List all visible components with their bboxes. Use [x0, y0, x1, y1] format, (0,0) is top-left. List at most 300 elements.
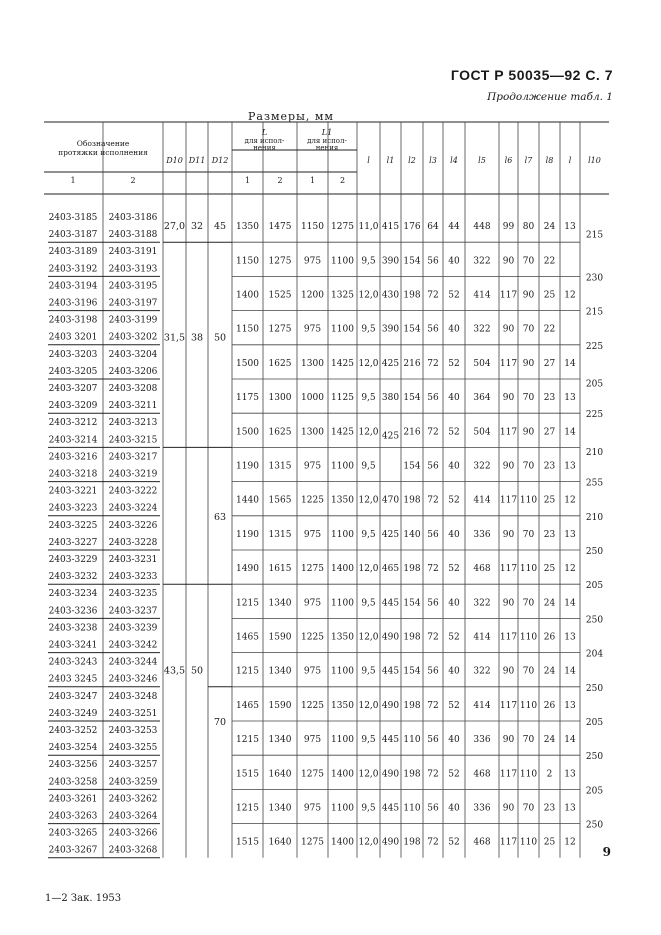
designation-1: 2403-3227 — [48, 537, 98, 548]
dimension-value: 117 — [499, 564, 518, 575]
dimension-value: 25 — [543, 290, 556, 301]
designation-2: 2403-3235 — [108, 589, 158, 600]
dimension-value: 198 — [403, 769, 421, 780]
dimension-value: 975 — [303, 256, 322, 267]
header-l10: l10 — [588, 156, 601, 165]
dimension-value: 90 — [502, 393, 515, 404]
dimension-value: 1100 — [331, 598, 354, 609]
dimension-value: 1340 — [268, 803, 292, 814]
dimension-value: 64 — [427, 222, 439, 233]
dimension-value: 154 — [403, 256, 421, 267]
dimension-value: 52 — [448, 495, 460, 506]
l10-value: 250 — [585, 615, 604, 626]
dimension-value: 1300 — [301, 358, 324, 369]
designation-2: 2403-3255 — [108, 743, 158, 754]
dimension-value: 72 — [427, 427, 439, 438]
dimension-value: 26 — [543, 700, 556, 711]
designation-1: 2403-3254 — [48, 743, 98, 754]
dimension-value: 110 — [519, 632, 538, 643]
l10-value: 205 — [585, 379, 604, 390]
designation-2: 2403-3239 — [108, 623, 158, 634]
header-l8: l8 — [545, 156, 554, 165]
d12-value: 63 — [213, 511, 227, 523]
dimension-value: 40 — [448, 256, 460, 267]
dimension-value: 1125 — [331, 393, 354, 404]
header-L: L — [261, 128, 268, 137]
dimension-value: 12,0 — [358, 837, 379, 848]
dimension-value: 52 — [448, 564, 460, 575]
dimension-value: 56 — [427, 735, 439, 746]
designation-2: 2403-3219 — [108, 469, 158, 480]
designation-1: 2403-3225 — [48, 520, 98, 531]
dimension-value: 23 — [543, 529, 556, 540]
designation-2: 2403-3262 — [108, 794, 158, 805]
dimension-value: 9,5 — [361, 666, 376, 677]
dimension-value: 490 — [381, 700, 400, 711]
designation-1: 2403-3236 — [48, 606, 98, 617]
dimension-value: 322 — [473, 666, 491, 677]
designation-2: 2403-3191 — [108, 247, 158, 258]
designation-2: 2403-3195 — [108, 281, 158, 292]
designation-2: 2403-3224 — [108, 503, 158, 514]
header-l: l — [367, 156, 370, 165]
header-L-desc2: нения — [253, 144, 276, 152]
dimension-value: 52 — [448, 427, 460, 438]
dimension-value: 14 — [564, 358, 576, 369]
dimension-value: 468 — [473, 564, 491, 575]
designation-2: 2403-3251 — [108, 708, 158, 719]
designation-2: 2403-3233 — [108, 572, 158, 583]
dimension-value: 1350 — [236, 222, 259, 233]
dimension-value: 90 — [502, 461, 515, 472]
designation-1: 2403-3198 — [48, 315, 98, 326]
dimension-value: 40 — [448, 803, 460, 814]
dimension-value: 52 — [448, 290, 460, 301]
designation-2: 2403-3186 — [108, 213, 158, 223]
l10-value: 255 — [585, 478, 604, 489]
dimension-value: 430 — [381, 290, 400, 301]
header-d10: D10 — [166, 156, 183, 165]
dimension-value: 1475 — [268, 222, 292, 233]
dimension-value: 468 — [473, 769, 491, 780]
dimension-value: 1275 — [301, 769, 324, 780]
dimension-value: 12,0 — [358, 700, 379, 711]
dimension-value: 390 — [381, 324, 400, 335]
dimension-value: 13 — [564, 461, 576, 472]
designation-1: 2403-3221 — [48, 486, 98, 497]
dimension-value: 1640 — [268, 837, 292, 848]
dimension-value: 12 — [564, 564, 576, 575]
designation-1: 2403-3196 — [48, 298, 98, 309]
dimension-value: 9,5 — [361, 529, 376, 540]
dimension-value: 414 — [473, 632, 491, 643]
dimension-value: 70 — [522, 393, 535, 404]
dimension-value: 117 — [499, 837, 518, 848]
dimension-value: 72 — [427, 769, 439, 780]
dimension-value: 1100 — [331, 666, 354, 677]
dimension-value: 154 — [403, 324, 421, 335]
dimension-value: 90 — [522, 427, 535, 438]
dimension-value: 975 — [303, 735, 322, 746]
dimension-value: 40 — [448, 461, 460, 472]
dimension-value: 1175 — [236, 393, 259, 404]
dimension-value: 13 — [564, 769, 576, 780]
dimension-value: 72 — [427, 632, 439, 643]
l10-value: 210 — [585, 447, 604, 458]
d12-value: 70 — [213, 717, 227, 728]
dimension-value: 216 — [403, 358, 421, 369]
header-l2: l2 — [408, 156, 416, 165]
designation-2: 2403-3188 — [108, 230, 158, 241]
dimension-value: 40 — [448, 393, 460, 404]
dimension-value: 70 — [522, 461, 535, 472]
dimension-value: 154 — [403, 598, 421, 609]
l10-value: 205 — [585, 718, 604, 728]
designation-1: 2403-3218 — [48, 469, 98, 480]
dimension-value: 12,0 — [358, 769, 379, 780]
dimension-value: 198 — [403, 632, 421, 643]
designation-1: 2403-3189 — [48, 247, 98, 258]
dimension-value: 198 — [403, 700, 421, 711]
dimension-value: 140 — [403, 529, 421, 540]
designation-2: 2403-3226 — [108, 520, 158, 531]
d10-value: 27,0 — [163, 221, 186, 233]
header-d11: D11 — [188, 156, 206, 165]
dimension-value: 445 — [381, 598, 400, 609]
dimension-value: 1300 — [301, 427, 324, 438]
dimension-value: 1200 — [301, 290, 324, 301]
dimension-value: 1300 — [268, 393, 292, 404]
dimension-value: 468 — [473, 837, 491, 848]
designation-2: 2403-3199 — [108, 315, 158, 326]
designation-2: 2403-3264 — [108, 811, 158, 822]
dimension-value: 364 — [473, 393, 491, 404]
dimension-value: 1100 — [331, 461, 354, 472]
dimension-value: 1515 — [236, 769, 259, 780]
dimension-value: 504 — [473, 358, 491, 369]
dimension-value: 13 — [564, 529, 576, 540]
dimension-value: 1440 — [236, 495, 259, 506]
dimension-value: 425 — [381, 358, 400, 369]
dimension-value: 1275 — [301, 564, 324, 575]
dimension-value: 14 — [564, 427, 576, 438]
dimension-value: 1275 — [301, 837, 324, 848]
designation-2: 2403-3211 — [108, 401, 158, 412]
dimension-value: 336 — [473, 735, 491, 746]
designation-1: 2403-3238 — [48, 623, 98, 634]
dimension-value: 1400 — [331, 564, 354, 575]
dimension-value: 322 — [473, 598, 491, 609]
dimension-value: 490 — [381, 769, 400, 780]
designation-2: 2403-3217 — [108, 452, 158, 463]
dimension-value: 1215 — [236, 666, 259, 677]
dimension-value: 14 — [564, 735, 576, 746]
dimension-value: 117 — [499, 495, 518, 506]
sub-L-1: 1 — [244, 176, 251, 185]
dimension-value: 9,5 — [361, 461, 376, 472]
dimension-value: 1400 — [236, 290, 259, 301]
dimension-value: 1465 — [236, 632, 259, 643]
dimension-value: 1625 — [268, 427, 292, 438]
dimension-value: 1500 — [236, 358, 259, 369]
dimension-value: 1565 — [268, 495, 292, 506]
designation-1: 2403-3216 — [48, 452, 98, 463]
dimension-value: 336 — [473, 803, 491, 814]
dimension-value: 56 — [427, 324, 439, 335]
dimension-value: 1350 — [331, 700, 354, 711]
designation-2: 2403-3197 — [108, 298, 158, 309]
designation-2: 2403-3246 — [108, 674, 158, 685]
subheader-2: 2 — [130, 176, 136, 185]
dimension-value: 975 — [303, 461, 322, 472]
dimension-value: 1490 — [236, 564, 259, 575]
dimension-value: 1400 — [331, 769, 354, 780]
dimension-value: 40 — [448, 529, 460, 540]
l10-value: 215 — [585, 307, 604, 318]
dimension-value: 117 — [499, 427, 518, 438]
dimension-value: 110 — [519, 495, 538, 506]
designation-1: 2403-3192 — [48, 264, 98, 275]
dimension-value: 13 — [564, 632, 576, 643]
dimension-value: 1190 — [236, 461, 259, 472]
dimension-value: 414 — [473, 700, 491, 711]
designation-2: 2403-3231 — [108, 555, 158, 565]
header-L1-desc: для испол- — [307, 137, 347, 145]
dimension-value: 40 — [448, 735, 460, 746]
dimension-value: 1225 — [301, 495, 324, 506]
dimension-value: 445 — [381, 803, 400, 814]
dimension-value: 14 — [564, 666, 576, 677]
dimension-value: 1275 — [268, 256, 292, 267]
dimension-value: 22 — [543, 256, 556, 267]
dimension-value: 70 — [522, 256, 535, 267]
dimension-value: 1425 — [331, 427, 354, 438]
designation-2: 2403-3266 — [108, 828, 158, 839]
designation-1: 2403-3185 — [48, 213, 98, 223]
designation-2: 2403-3237 — [108, 606, 158, 617]
dimension-value: 1515 — [236, 837, 259, 848]
dimension-value: 154 — [403, 666, 421, 677]
dimension-value: 1590 — [268, 700, 292, 711]
dimension-value: 1625 — [268, 358, 292, 369]
d12-value: 50 — [213, 332, 227, 344]
dimension-value: 23 — [543, 393, 556, 404]
dimension-value: 448 — [473, 222, 491, 233]
designation-1: 2403-3267 — [48, 845, 98, 856]
dimension-value: 1100 — [331, 735, 354, 746]
designation-1: 2403-3263 — [48, 811, 98, 822]
dimension-value: 975 — [303, 666, 322, 677]
designation-1: 2403-3249 — [48, 708, 98, 719]
d10-value: 31,5 — [163, 332, 186, 344]
dimension-value: 1000 — [301, 393, 324, 404]
designation-1: 2403 3201 — [48, 332, 98, 343]
dimension-value: 72 — [427, 700, 439, 711]
l10-value: 204 — [585, 649, 604, 660]
designation-1: 2403-3207 — [48, 384, 98, 394]
sub-L1-1: 1 — [309, 176, 316, 185]
dimension-value: 13 — [564, 700, 576, 711]
header-L-desc: для испол- — [244, 137, 285, 145]
dimension-value: 490 — [381, 632, 400, 643]
designation-1: 2403-3247 — [48, 691, 98, 702]
dimension-value: 1100 — [331, 529, 354, 540]
designation-2: 2403-3193 — [108, 264, 158, 275]
dimension-value: 52 — [448, 837, 460, 848]
d11-value: 38 — [190, 332, 204, 344]
d11-value: 50 — [190, 665, 204, 677]
dimension-value: 56 — [427, 393, 439, 404]
dimension-value: 1100 — [331, 324, 354, 335]
designation-1: 2403-3214 — [48, 435, 98, 446]
dimension-value: 110 — [403, 803, 421, 814]
dimension-value: 99 — [502, 222, 515, 233]
dimension-value: 117 — [499, 358, 518, 369]
header-l7: l7 — [524, 156, 533, 165]
dimension-value: 56 — [427, 461, 439, 472]
dimension-value: 1275 — [268, 324, 292, 335]
dimension-value: 490 — [381, 837, 400, 848]
dimension-value: 70 — [522, 803, 535, 814]
dimension-value: 415 — [381, 222, 400, 233]
dimension-value: 1225 — [301, 700, 324, 711]
dimension-value: 12,0 — [358, 290, 379, 301]
designation-1: 2403-3232 — [48, 572, 98, 583]
dimension-value: 90 — [502, 666, 515, 677]
dimension-value: 198 — [403, 290, 421, 301]
dimension-value: 198 — [403, 495, 421, 506]
dimension-value: 117 — [499, 290, 518, 301]
dimension-value: 975 — [303, 803, 322, 814]
designation-1: 2403-3261 — [48, 794, 98, 805]
designation-2: 2403-3222 — [108, 486, 158, 497]
dimension-value: 117 — [499, 700, 518, 711]
table-continuation: Продолжение табл. 1 — [487, 91, 613, 103]
d10-value: 43,5 — [163, 665, 186, 677]
dimension-value: 90 — [522, 290, 535, 301]
dimension-value: 80 — [522, 222, 535, 233]
dimension-value: 40 — [448, 666, 460, 677]
dimension-value: 1615 — [268, 564, 292, 575]
dimension-value: 1340 — [268, 735, 292, 746]
dimension-value: 975 — [303, 598, 322, 609]
dimension-value: 12,0 — [358, 427, 379, 438]
dimension-value: 90 — [502, 803, 515, 814]
dimension-value: 1640 — [268, 769, 292, 780]
dimension-value: 9,5 — [361, 735, 376, 746]
dimension-value: 90 — [522, 358, 535, 369]
dimension-value: 425 — [381, 431, 400, 442]
designation-2: 2403-3213 — [108, 418, 158, 429]
dimension-value: 110 — [519, 564, 538, 575]
dimension-value: 1350 — [331, 632, 354, 643]
dimension-value: 14 — [564, 598, 576, 609]
dimension-value: 110 — [519, 769, 538, 780]
dimension-value: 90 — [502, 324, 515, 335]
order-number: 1—2 Зак. 1953 — [45, 893, 122, 904]
dimension-value: 90 — [502, 598, 515, 609]
dimension-value: 176 — [403, 222, 421, 233]
dimension-value: 9,5 — [361, 803, 376, 814]
dimension-value: 2 — [546, 769, 553, 780]
dimension-value: 1100 — [331, 256, 354, 267]
sub-L1-2: 2 — [339, 176, 346, 185]
dimension-value: 72 — [427, 837, 439, 848]
dimension-value: 12 — [564, 290, 576, 301]
dimension-value: 322 — [473, 324, 491, 335]
dimension-value: 470 — [381, 495, 400, 506]
dimension-value: 24 — [543, 598, 556, 609]
dimension-value: 70 — [522, 324, 535, 335]
header-l3: l3 — [429, 156, 437, 165]
dimension-value: 9,5 — [361, 598, 376, 609]
header-L1: L1 — [321, 128, 333, 137]
dimension-value: 1100 — [331, 803, 354, 814]
dimension-value: 72 — [427, 564, 439, 575]
dimension-value: 70 — [522, 598, 535, 609]
dimension-value: 322 — [473, 256, 491, 267]
dimension-value: 12,0 — [358, 632, 379, 643]
dimension-value: 56 — [427, 529, 439, 540]
dimension-value: 110 — [519, 700, 538, 711]
dimension-value: 24 — [543, 735, 556, 746]
header-d12: D12 — [211, 156, 229, 165]
designation-1: 2403-3265 — [48, 828, 98, 839]
dimension-value: 90 — [502, 256, 515, 267]
dimension-value: 9,5 — [361, 393, 376, 404]
sub-L-2: 2 — [277, 176, 283, 185]
dimension-value: 12 — [564, 837, 576, 848]
dimension-value: 13 — [564, 222, 576, 233]
header-l9: l — [568, 156, 572, 165]
dimension-value: 90 — [502, 735, 515, 746]
dimension-value: 110 — [519, 837, 538, 848]
dimension-value: 336 — [473, 529, 491, 540]
dimension-value: 1325 — [331, 290, 354, 301]
dimension-value: 22 — [543, 324, 556, 335]
dimension-value: 52 — [448, 769, 460, 780]
dimension-value: 110 — [403, 735, 421, 746]
dimension-value: 52 — [448, 700, 460, 711]
dimension-value: 70 — [522, 735, 535, 746]
dimension-value: 13 — [564, 803, 576, 814]
dimension-value: 1425 — [331, 358, 354, 369]
dimension-value: 117 — [499, 632, 518, 643]
dimension-value: 25 — [543, 837, 556, 848]
designation-1: 2403-3229 — [48, 555, 98, 565]
dimension-value: 26 — [543, 632, 556, 643]
dimension-value: 1225 — [301, 632, 324, 643]
designation-2: 2403-3242 — [108, 640, 158, 651]
dimension-value: 1215 — [236, 598, 259, 609]
designation-2: 2403-3202 — [108, 332, 158, 343]
designation-1: 2403-3234 — [48, 589, 98, 600]
dimension-value: 1150 — [236, 324, 259, 335]
dimension-value: 56 — [427, 803, 439, 814]
dimension-value: 24 — [543, 666, 556, 677]
designation-1: 2403-3252 — [48, 726, 98, 736]
dimension-value: 12 — [564, 495, 576, 506]
dimension-value: 1215 — [236, 735, 259, 746]
d12-value: 45 — [213, 221, 227, 233]
subheader-1: 1 — [70, 176, 76, 185]
dimension-value: 975 — [303, 324, 322, 335]
l10-value: 250 — [585, 683, 604, 694]
dimension-value: 1465 — [236, 700, 259, 711]
dimension-value: 154 — [403, 461, 421, 472]
l10-value: 225 — [585, 341, 604, 352]
dimension-value: 504 — [473, 427, 491, 438]
